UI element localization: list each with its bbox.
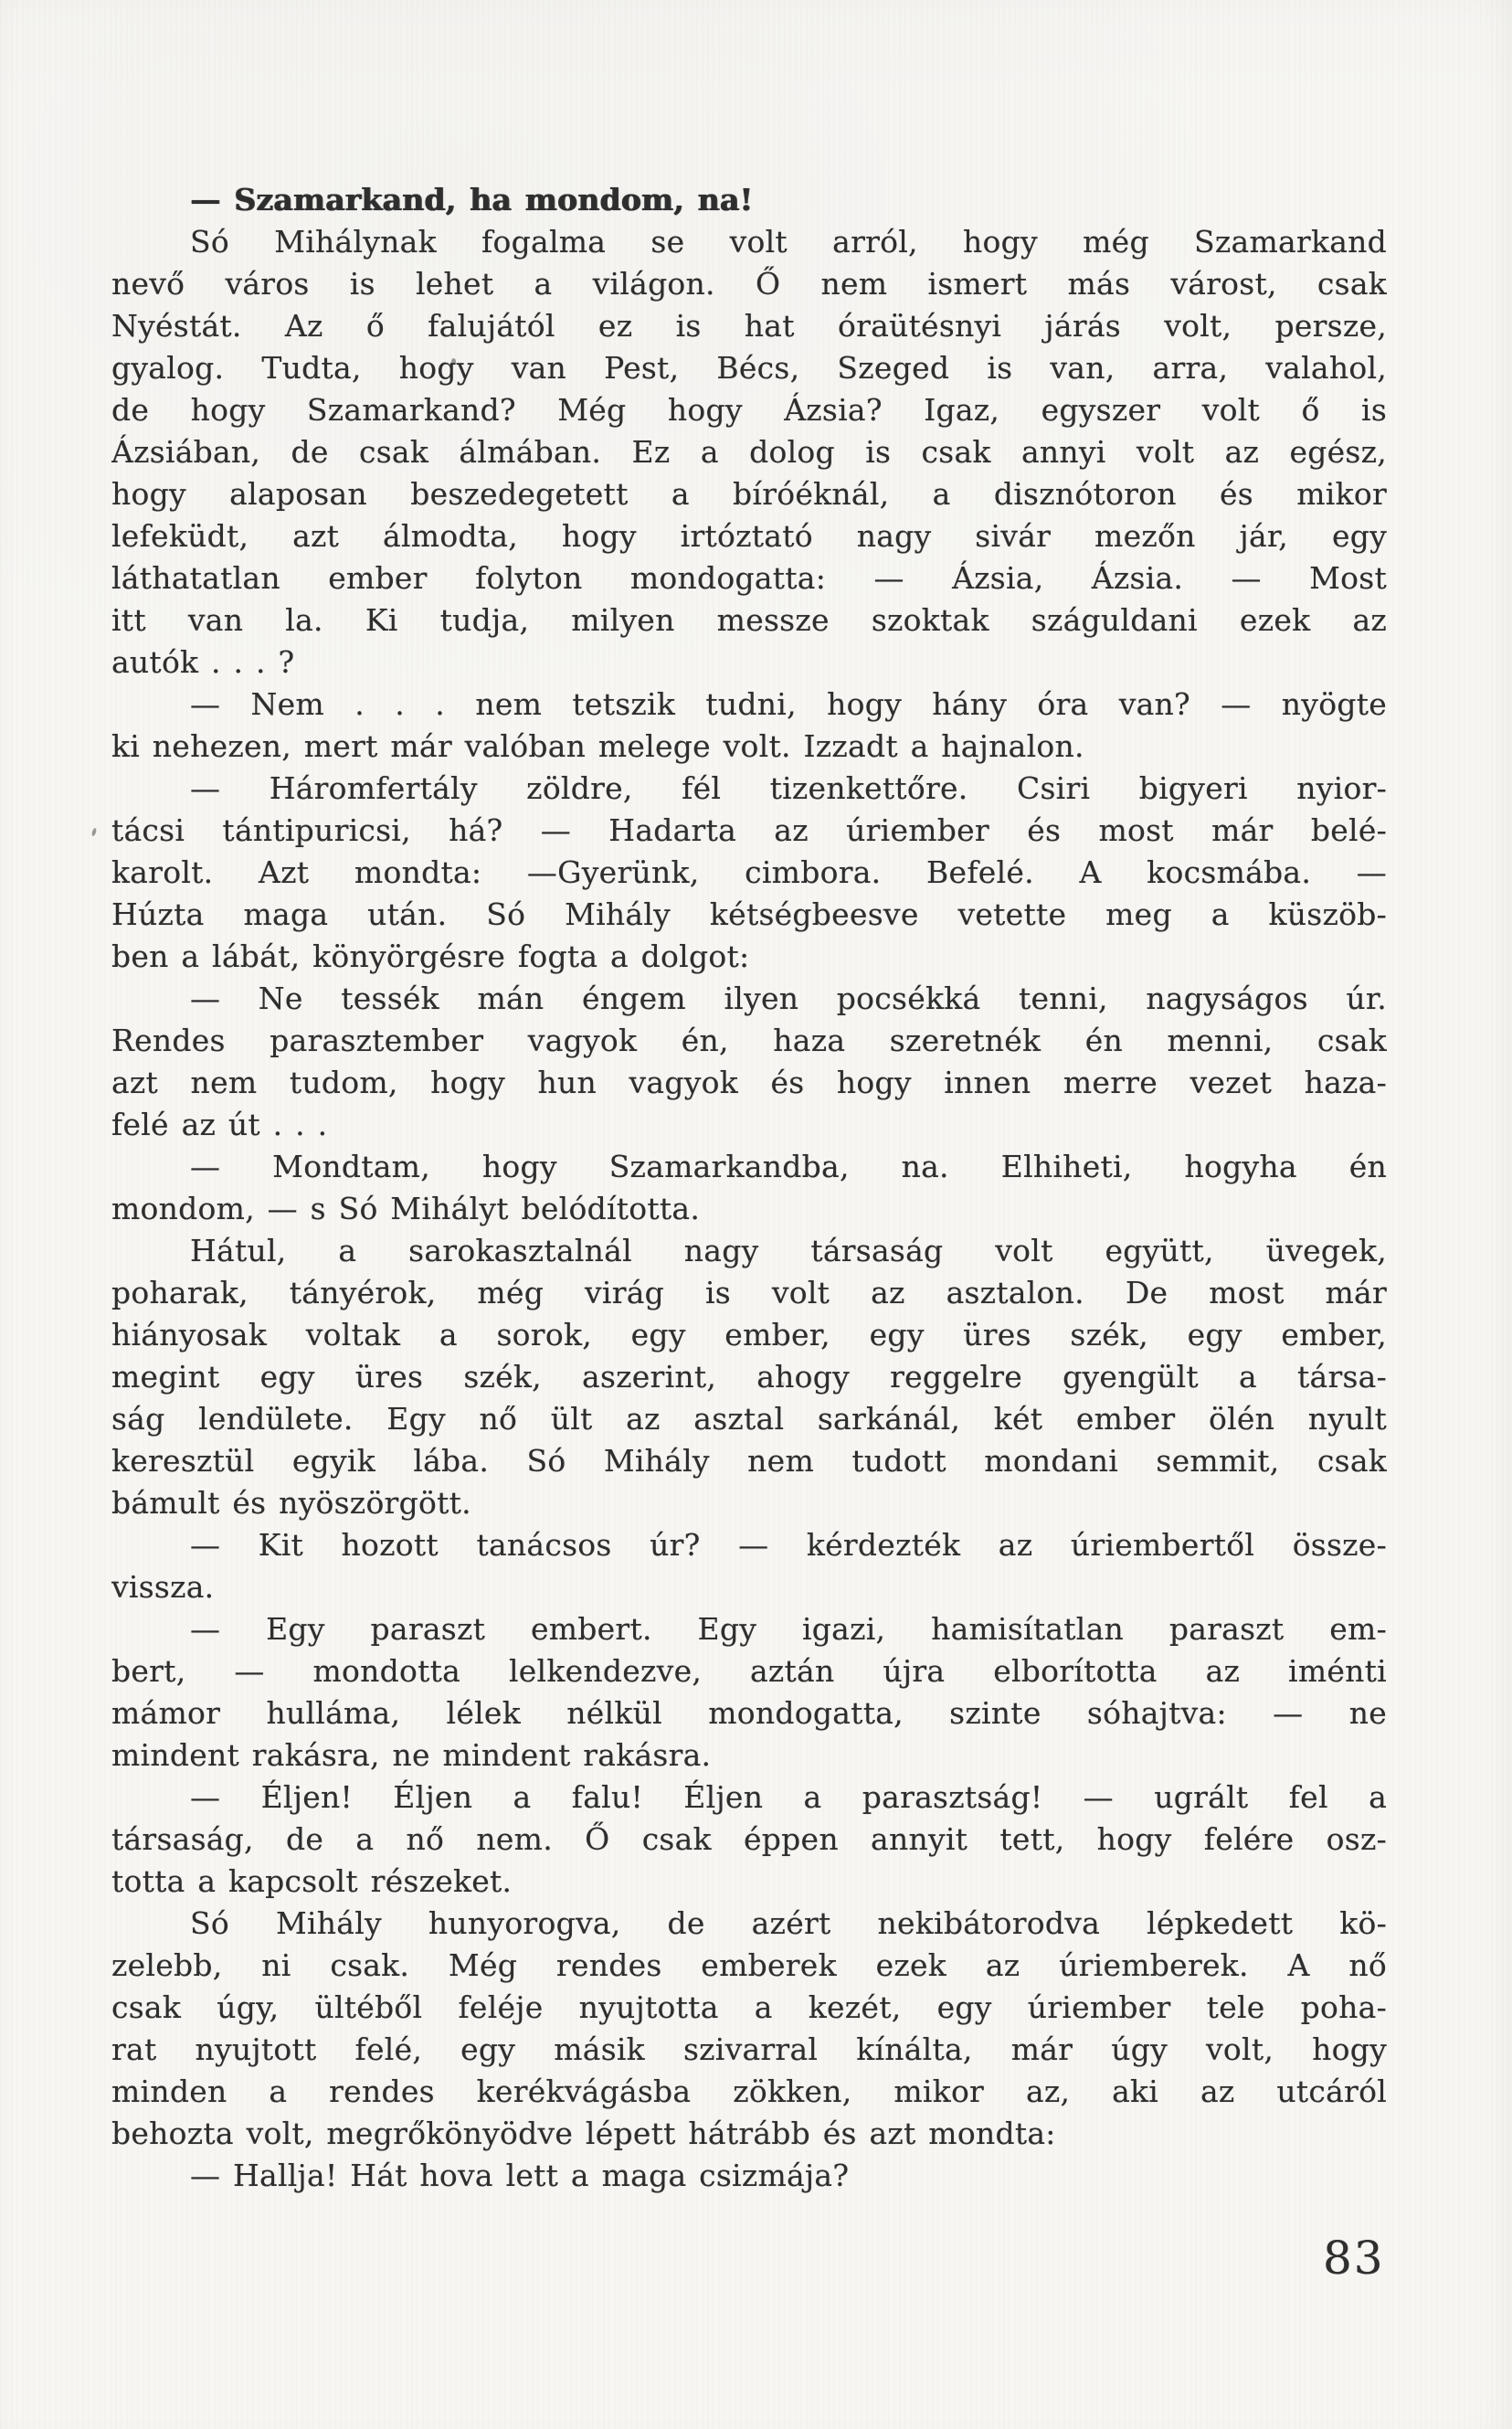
paragraph	[111, 221, 1387, 684]
text-line: itt van la. Ki tudja, milyen messze szoktak száguldani ezek az	[111, 602, 1387, 638]
text-line: azt nem tudom, hogy hun vagyok és hogy innen merre vezet haza-	[111, 1065, 1387, 1100]
text-line: csak úgy, ültéből feléje nyujtotta a kezét, egy úriember tele poha-	[111, 1989, 1387, 2025]
text-line: zelebb, ni csak. Még rendes emberek ezek az úriemberek. A nő	[111, 1947, 1387, 1983]
text-line: karolt. Azt mondta: —Gyerünk, cimbora. Befelé. A kocsmába. —	[111, 854, 1387, 890]
text-line: bámult és nyöszörgött.	[111, 1485, 471, 1521]
text-line: mindent rakásra, ne mindent rakásra.	[111, 1737, 712, 1773]
text-line: — Háromfertály zöldre, fél tizenkettőre. Csiri bigyeri nyior-	[190, 770, 1387, 806]
text-line: — Éljen! Éljen a falu! Éljen a parasztság! — ugrált fel a	[190, 1779, 1387, 1815]
paragraph	[111, 1777, 1387, 1903]
paragraph	[111, 1524, 1387, 1608]
text-line: — Nem . . . nem tetszik tudni, hogy hány óra van? — nyögte	[190, 686, 1387, 722]
text-line: Só Mihálynak fogalma se volt arról, hogy még Szamarkand	[190, 224, 1387, 260]
text-line: mámor hulláma, lélek nélkül mondogatta, szinte sóhajtva: — ne	[111, 1695, 1387, 1731]
text-line: keresztül egyik lába. Só Mihály nem tudott mondani semmit, csak	[111, 1443, 1387, 1479]
paragraph	[111, 978, 1387, 1146]
text-line: minden a rendes kerékvágásba zökken, mikor az, aki az utcáról	[111, 2074, 1387, 2109]
text-line: mondom, — s Só Mihályt belódította.	[111, 1191, 701, 1226]
text-line: — Egy paraszt embert. Egy igazi, hamisítatlan paraszt em-	[190, 1611, 1387, 1647]
page-number: 83	[1323, 2232, 1385, 2285]
scan-speck	[91, 828, 98, 837]
text-line: — Mondtam, hogy Szamarkandba, na. Elhiheti, hogyha én	[190, 1149, 1387, 1184]
paragraph	[111, 1146, 1387, 1230]
text-line: ben a lábát, könyörgésre fogta a dolgot:	[111, 939, 750, 974]
text-line: hogy alaposan beszedegetett a bíróéknál, a disznótoron és mikor	[111, 476, 1387, 512]
text-line: — Kit hozott tanácsos úr? — kérdezték az úriembertől össze-	[190, 1527, 1387, 1563]
text-line: tácsi tántipuricsi, há? — Hadarta az úriember és most már belé-	[111, 812, 1387, 848]
paragraph	[111, 179, 1387, 221]
text-line: Hátul, a sarokasztalnál nagy társaság volt együtt, üvegek,	[190, 1233, 1387, 1268]
text-line: Húzta maga után. Só Mihály kétségbeesve vetette meg a küszöb-	[111, 896, 1387, 932]
text-line: rat nyujtott felé, egy másik szivarral kínálta, már úgy volt, hogy	[111, 2031, 1387, 2067]
text-line: láthatatlan ember folyton mondogatta: — Ázsia, Ázsia. — Most	[111, 560, 1387, 596]
text-line: Nyéstát. Az ő falujától ez is hat óraütésnyi járás volt, persze,	[111, 308, 1387, 344]
text-line: társaság, de a nő nem. Ő csak éppen annyit tett, hogy felére osz-	[111, 1821, 1387, 1857]
text-line: nevő város is lehet a világon. Ő nem ismert más várost, csak	[111, 266, 1387, 302]
text-line: Só Mihály hunyorogva, de azért nekibátorodva lépkedett kö-	[190, 1905, 1387, 1941]
text-line: poharak, tányérok, még virág is volt az asztalon. De most már	[111, 1275, 1387, 1310]
paragraph	[111, 2155, 1387, 2197]
text-line: lefeküdt, azt álmodta, hogy irtóztató nagy sivár mezőn jár, egy	[111, 518, 1387, 554]
text-line: megint egy üres szék, aszerint, ahogy reggelre gyengült a társa-	[111, 1359, 1387, 1395]
text-line: de hogy Szamarkand? Még hogy Ázsia? Igaz, egyszer volt ő is	[111, 392, 1387, 428]
text-line: behozta volt, megrőkönyödve lépett hátrább és azt mondta:	[111, 2116, 1056, 2151]
text-line: ki nehezen, mert már valóban melege volt. Izzadt a hajnalon.	[111, 728, 1084, 764]
text-line: gyalog. Tudta, hogy van Pest, Bécs, Szeged is van, arra, valahol,	[111, 350, 1387, 386]
text-line: hiányosak voltak a sorok, egy ember, egy üres szék, egy ember,	[111, 1317, 1387, 1352]
paragraph	[111, 1608, 1387, 1777]
paragraph	[111, 768, 1387, 978]
paragraph	[111, 1230, 1387, 1524]
text-line: bert, — mondotta lelkendezve, aztán újra elborította az iménti	[111, 1653, 1387, 1689]
text-line: — Szamarkand, ha mondom, na!	[190, 182, 754, 217]
text-line: ság lendülete. Egy nő ült az asztal sarkánál, két ember ölén nyult	[111, 1401, 1387, 1437]
text-line: totta a kapcsolt részeket.	[111, 1863, 513, 1899]
text-line: Rendes parasztember vagyok én, haza szeretnék én menni, csak	[111, 1023, 1387, 1058]
text-line: autók . . . ?	[111, 644, 295, 680]
text-line: felé az út . . .	[111, 1107, 328, 1142]
paragraph	[111, 684, 1387, 768]
page-text	[111, 179, 1387, 2197]
text-line: vissza.	[111, 1569, 215, 1605]
text-line: — Ne tessék mán éngem ilyen pocsékká tenni, nagyságos úr.	[190, 981, 1387, 1016]
paragraph	[111, 1903, 1387, 2155]
text-line: — Hallja! Hát hova lett a maga csizmája?	[190, 2158, 850, 2193]
text-line: Ázsiában, de csak álmában. Ez a dolog is csak annyi volt az egész,	[111, 434, 1387, 470]
